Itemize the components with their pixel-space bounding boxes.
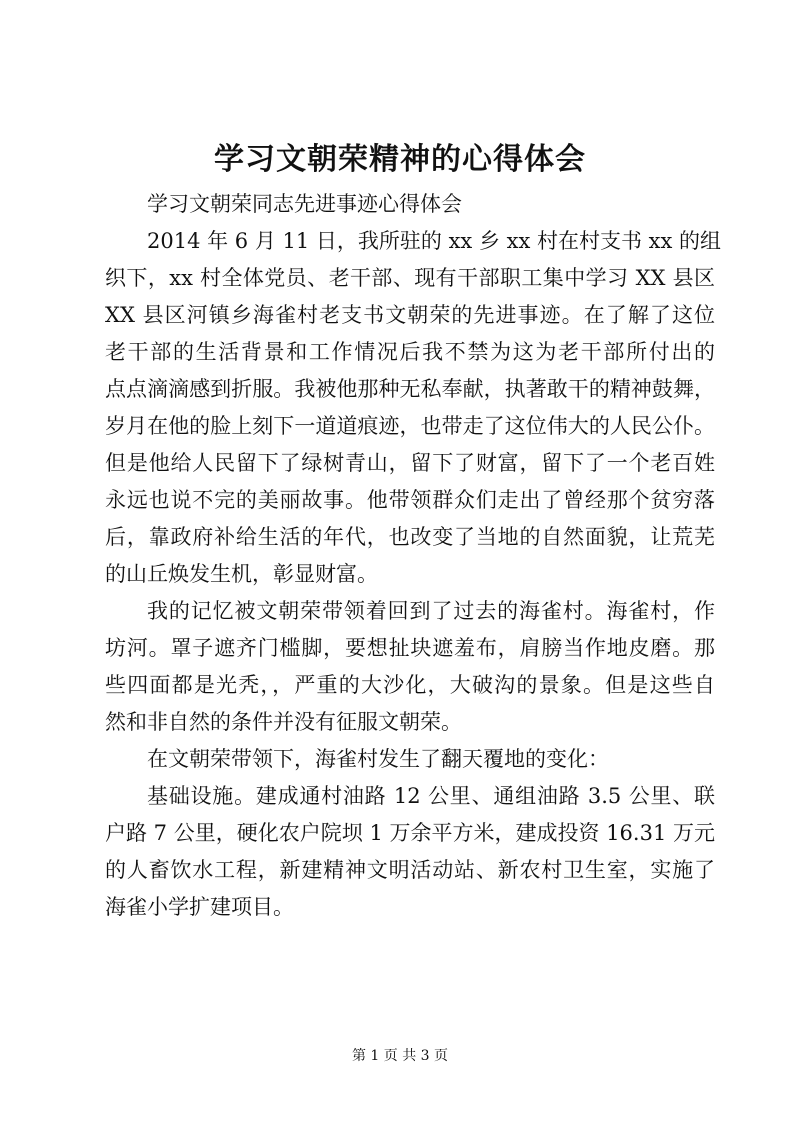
text-line: 我的记忆被文朝荣带领着回到了过去的海雀村。海雀村，作 (147, 599, 715, 623)
text-line: 点点滴滴感到折服。我被他那种无私奉献，执著敢干的精神鼓舞， (105, 377, 715, 401)
text-line: 后，靠政府补给生活的年代，也改变了当地的自然面貌，让荒芜 (105, 525, 715, 549)
paragraph (105, 593, 715, 741)
text-line: 坊河。罩子遮齐门槛脚，要想扯块遮羞布，肩膀当作地皮磨。那 (105, 636, 715, 660)
paragraph (105, 778, 715, 926)
text-line: 但是他给人民留下了绿树青山，留下了财富，留下了一个老百姓 (105, 451, 715, 475)
text-line: 岁月在他的脸上刻下一道道痕迹，也带走了这位伟大的人民公仆。 (105, 414, 715, 438)
text-line: 2014 年 6 月 11 日，我所驻的 xx 乡 xx 村在村支书 xx 的组 (147, 229, 722, 253)
text-line: 永远也说不完的美丽故事。他带领群众们走出了曾经那个贫穷落 (105, 488, 715, 512)
text-line: XX 县区河镇乡海雀村老支书文朝荣的先进事迹。在了解了这位 (105, 303, 715, 327)
paragraph (105, 186, 715, 223)
text-line: 然和非自然的条件并没有征服文朝荣。 (105, 710, 462, 734)
text-line: 的人畜饮水工程，新建精神文明活动站、新农村卫生室，实施了 (105, 858, 715, 882)
document-title: 学习文朝荣精神的心得体会 (214, 142, 586, 177)
text-line: 在文朝荣带领下，海雀村发生了翻天覆地的变化： (147, 747, 609, 771)
paragraph (105, 223, 722, 593)
text-line: 户路 7 公里，硬化农户院坝 1 万余平方米，建成投资 16.31 万元 (105, 821, 715, 845)
document-body (105, 186, 722, 926)
text-line: 学习文朝荣同志先进事迹心得体会 (147, 192, 462, 216)
text-line: 海雀小学扩建项目。 (105, 895, 294, 919)
text-line: 些四面都是光秃，，严重的大沙化，大破沟的景象。但是这些自 (105, 673, 715, 697)
text-line: 的山丘焕发生机，彰显财富。 (105, 562, 378, 586)
text-line: 基础设施。建成通村油路 12 公里、通组油路 3.5 公里、联 (147, 784, 715, 808)
page-number: 第 1 页 共 3 页 (351, 1048, 449, 1064)
text-line: 织下，xx 村全体党员、老干部、现有干部职工集中学习 XX 县区 (105, 266, 715, 290)
text-line: 老干部的生活背景和工作情况后我不禁为这为老干部所付出的 (105, 340, 715, 364)
paragraph (105, 741, 715, 778)
